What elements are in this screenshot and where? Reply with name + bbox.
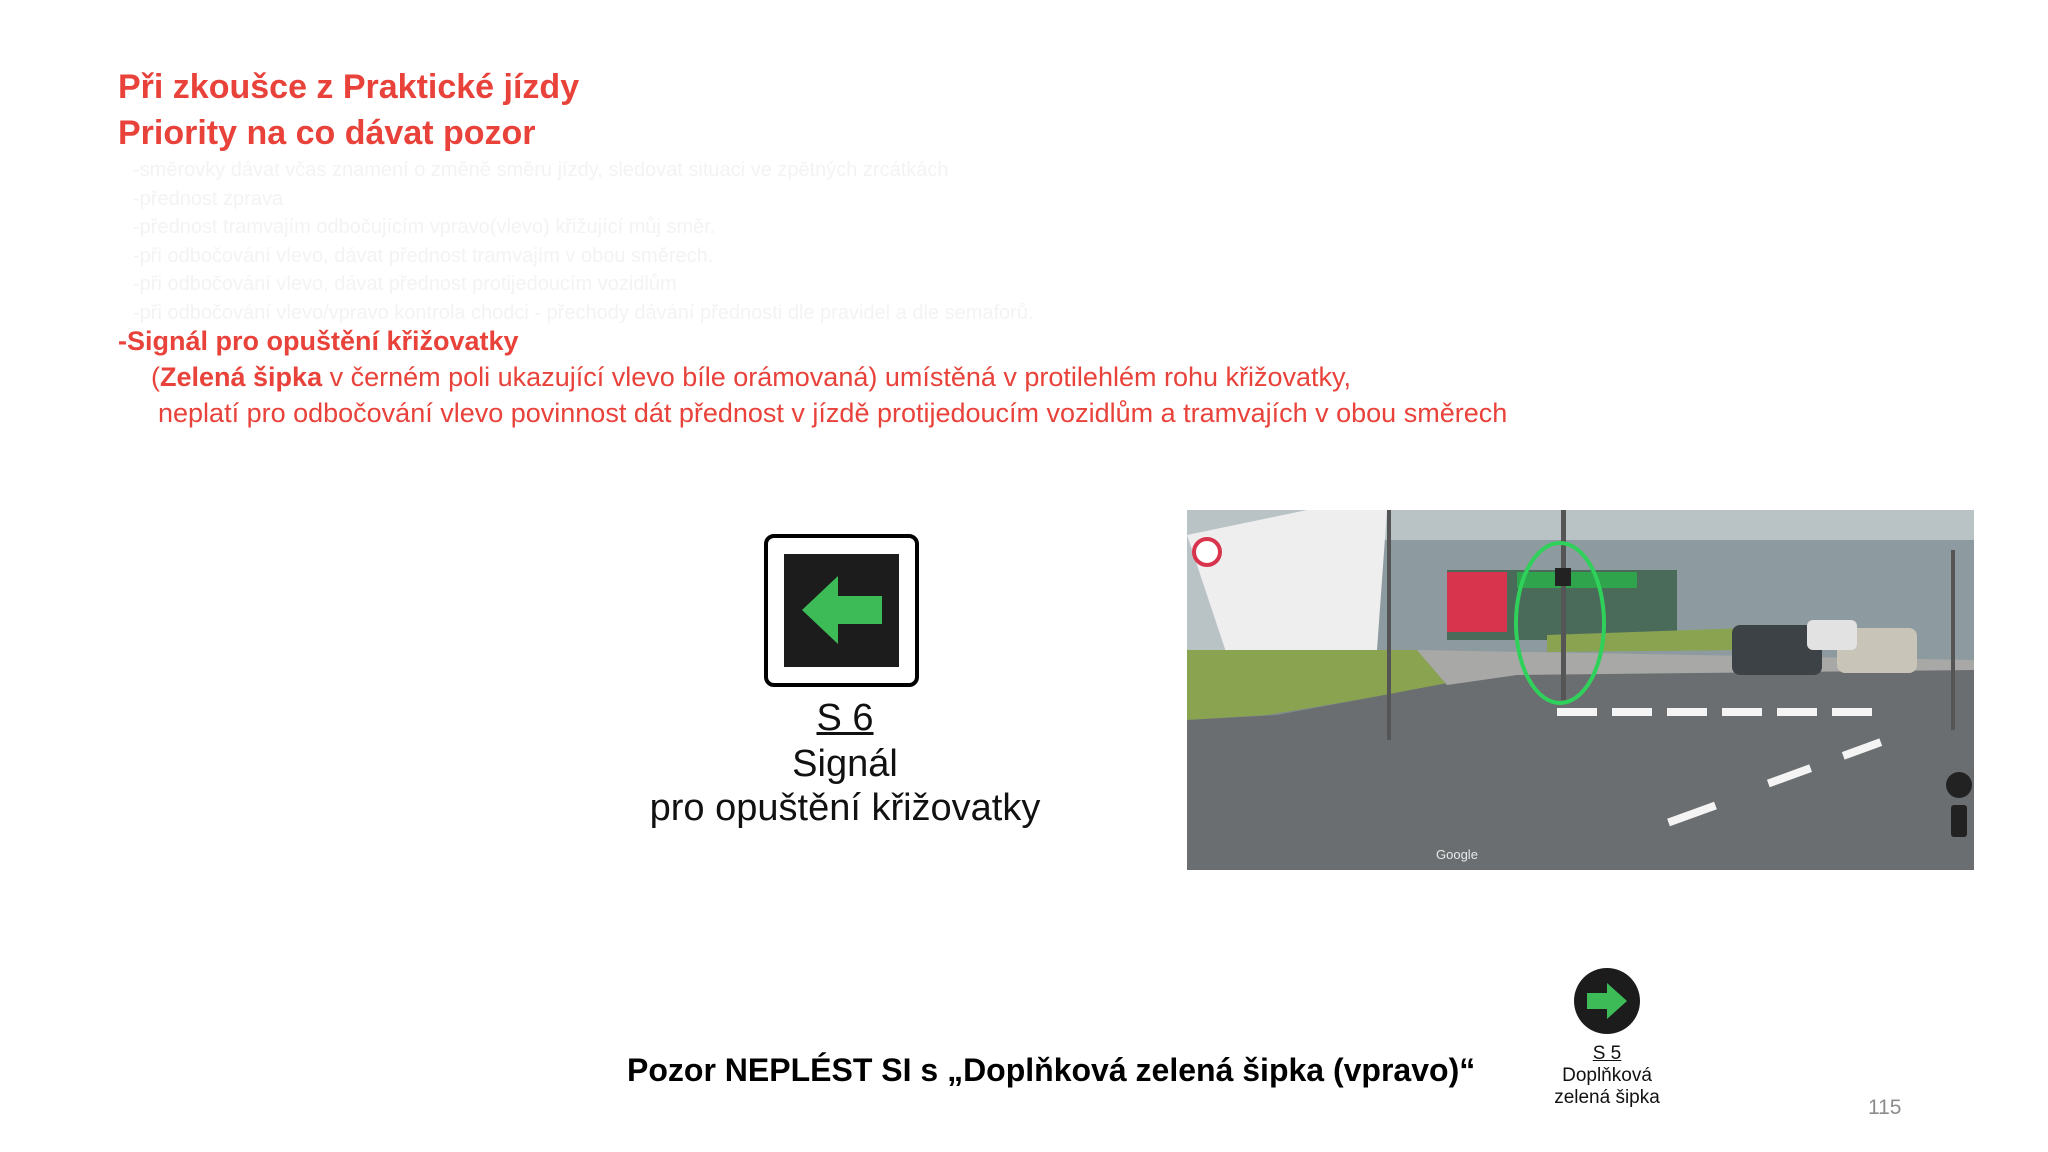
bold-term: Zelená šipka bbox=[160, 362, 323, 392]
section-heading: -Signál pro opuštění křižovatky bbox=[118, 326, 519, 356]
faint-list-item: -při odbočování vlevo, dávat přednost protijedoucím vozidlům bbox=[133, 273, 677, 295]
section-line-1 bbox=[151, 362, 1351, 393]
sign-s6 bbox=[764, 534, 919, 687]
section-line-2: neplatí pro odbočování vlevo povinnost dát přednost v jízdě protijedoucím vozidlům a tramvajích v obou směrech bbox=[158, 398, 1508, 428]
slide-subtitle: Priority na co dávat pozor bbox=[118, 114, 536, 152]
street-scene-image bbox=[1187, 510, 1974, 870]
left-arrow-icon bbox=[784, 554, 899, 667]
sign-s6-field bbox=[784, 554, 899, 667]
paren-open: ( bbox=[151, 362, 160, 392]
sign-s6-code: S 6 bbox=[816, 697, 874, 739]
sign-s6-desc: pro opuštění křižovatky bbox=[649, 787, 1041, 829]
google-watermark: Google bbox=[1436, 847, 1478, 862]
faint-list-item: -při odbočování vlevo, dávat přednost tramvajím v obou směrech. bbox=[133, 245, 714, 267]
line1-rest: v černém poli ukazující vlevo bíle orámovaná) umístěná v protilehlém rohu křižovatky, bbox=[322, 362, 1352, 392]
page-number: 115 bbox=[1868, 1096, 1902, 1119]
right-arrow-icon bbox=[1573, 967, 1641, 1035]
warning-text: Pozor NEPLÉST SI s „Doplňková zelená šipka (vpravo)“ bbox=[627, 1052, 1476, 1088]
faint-list-item: -přednost zprava bbox=[133, 188, 284, 210]
sign-s5-code: S 5 bbox=[1592, 1043, 1622, 1064]
sign-s5-line2: zelená šipka bbox=[1554, 1087, 1660, 1108]
slide-title: Při zkoušce z Praktické jízdy bbox=[118, 68, 580, 106]
sign-s5-line1: Doplňková bbox=[1562, 1065, 1652, 1086]
sign-s6-name: Signál bbox=[792, 743, 898, 785]
faint-list-item: -při odbočování vlevo/vpravo kontrola chodci - přechody dávání přednosti dle pravidel a dle semaforů. bbox=[133, 302, 1034, 324]
street-photo bbox=[1187, 510, 1974, 870]
faint-list-item: -směrovky dávat včas znamení o změně směru jízdy, sledovat situaci ve zpětných zrcátkách bbox=[133, 159, 949, 181]
faint-list-item: -přednost tramvajím odbočujícím vpravo(vlevo) křižující můj směr. bbox=[133, 216, 716, 238]
